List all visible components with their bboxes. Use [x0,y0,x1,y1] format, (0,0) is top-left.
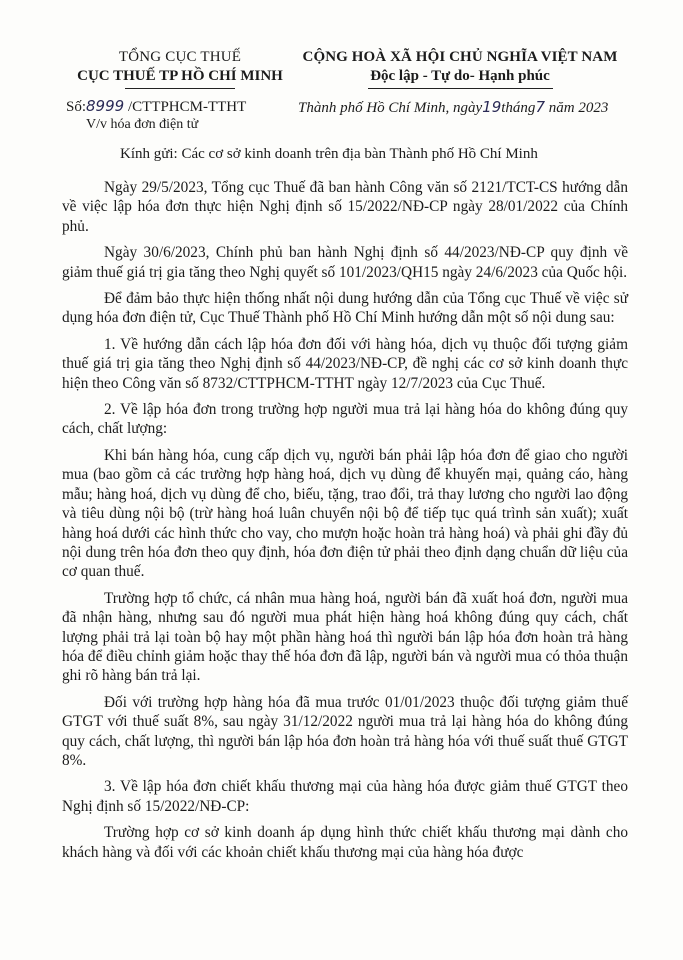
paragraph-3: Để đảm bảo thực hiện thống nhất nội dung hướng dẫn của Tổng cục Thuế về việc sử dụng hóa đơn điện tử, Cục Thuế Thành phố Hồ Chí Minh hướng dẫn một số nội dung sau: [62,290,628,327]
paragraph-9: 3. Về lập hóa đơn chiết khấu thương mại của hàng hóa được giảm thuế GTGT theo Nghị định số 15/2022/NĐ-CP: [62,778,628,815]
paragraph-8: Đối với trường hợp hàng hóa đã mua trước 01/01/2023 thuộc đối tượng giảm thuế GTGT với thuế suất 8%, sau ngày 31/12/2022 người mua trả lại hàng hóa do không đúng quy cách, chất lượng, thì người bán lập hóa đơn hoàn trả hàng hóa với thuế suất thuế GTGT 8%. [62,693,628,769]
paragraph-7: Trường hợp tổ chức, cá nhân mua hàng hoá, người bán đã xuất hoá đơn, người mua đã nhận hàng, nhưng sau đó người mua phát hiện hàng hoá không đúng quy cách, chất lượng phải trả lại toàn bộ hay một phần hàng hoá thì người bán lập hóa đơn hoàn trả hàng hóa để điều chỉnh giảm hoặc thay thế hóa đơn đã lập, người bán và người mua có thỏa thuận ghi rõ hàng bán trả lại. [62,589,628,685]
national-block [280,48,640,89]
number-suffix: /CTTPHCM-TTHT [124,99,247,115]
agency-name: TỔNG CỤC THUẾ [118,49,242,65]
paragraph-5: 2. Về lập hóa đơn trong trường hợp người mua trả lại hàng hóa do không đúng quy cách, chất lượng: [62,401,628,438]
paragraph-1: Ngày 29/5/2023, Tổng cục Thuế đã ban hành Công văn số 2121/TCT-CS hướng dẫn về việc lập hóa đơn thực hiện Nghị định số 15/2022/NĐ-CP ngày 28/01/2022 của Chính phủ. [62,179,628,235]
paragraph-10: Trường hợp cơ sở kinh doanh áp dụng hình thức chiết khấu thương mại dành cho khách hàng và đối với các khoản chiết khấu thương mại của hàng hóa được [62,824,628,861]
number-prefix: Số: [66,99,87,115]
date-day: 19 [482,98,502,116]
document-number [66,97,246,117]
national-motto: Độc lập - Tự do- Hạnh phúc [370,68,550,84]
date-suffix: năm 2023 [548,100,609,116]
department-name: CỤC THUẾ TP HỒ CHÍ MINH [77,68,283,84]
paragraph-4: 1. Về hướng dẫn cách lập hóa đơn đối với hàng hóa, dịch vụ thuộc đối tượng giảm thuế giá trị gia tăng theo Nghị định số 44/2023/NĐ-CP, đề nghị các cơ sở kinh doanh thực hiện theo Công văn số 8732/CTTPHCM-TTHT ngày 12/7/2023 của Cục Thuế. [62,335,628,392]
motto-underline [368,88,553,89]
issuer-block [70,48,290,89]
paragraph-6: Khi bán hàng hóa, cung cấp dịch vụ, người bán phải lập hóa đơn để giao cho người mua (bao gồm cả các trường hợp hàng hoá, dịch vụ dùng để khuyến mại, quảng cáo, hàng mẫu; hàng hoá, dịch vụ dùng để cho, biếu, tặng, trao đổi, trả thay lương cho người lao động và tiêu dùng nội bộ (trừ hàng hoá luân chuyển nội bộ để tiếp tục quá trình sản xuất); xuất hàng hoá dưới các hình thức cho vay, cho mượn hoặc hoàn trả hàng hoá) và phải ghi đầy đủ nội dung trên hóa đơn theo quy định, hóa đơn điện tử phải theo định dạng chuẩn dữ liệu của cơ quan thuế. [62,446,628,581]
document-body [62,178,628,868]
handwritten-number: 8999 [86,97,125,115]
date-mid: tháng [501,100,536,116]
paragraph-2: Ngày 30/6/2023, Chính phủ ban hành Nghị định số 44/2023/NĐ-CP quy định về giảm thuế giá trị gia tăng theo Nghị quyết số 101/2023/QH15 ngày 24/6/2023 của Quốc hội. [62,244,628,281]
document-subject: V/v hóa đơn điện tử [86,117,199,132]
date-prefix: Thành phố Hồ Chí Minh, ngày [298,100,483,116]
date-month: 7 [535,98,545,116]
recipient-line: Kính gửi: Các cơ sở kinh doanh trên địa bàn Thành phố Hồ Chí Minh [120,146,538,162]
issuer-underline [125,88,235,89]
document-date [298,98,608,118]
nation-name: CỘNG HOÀ XÃ HỘI CHỦ NGHĨA VIỆT NAM [302,49,618,65]
